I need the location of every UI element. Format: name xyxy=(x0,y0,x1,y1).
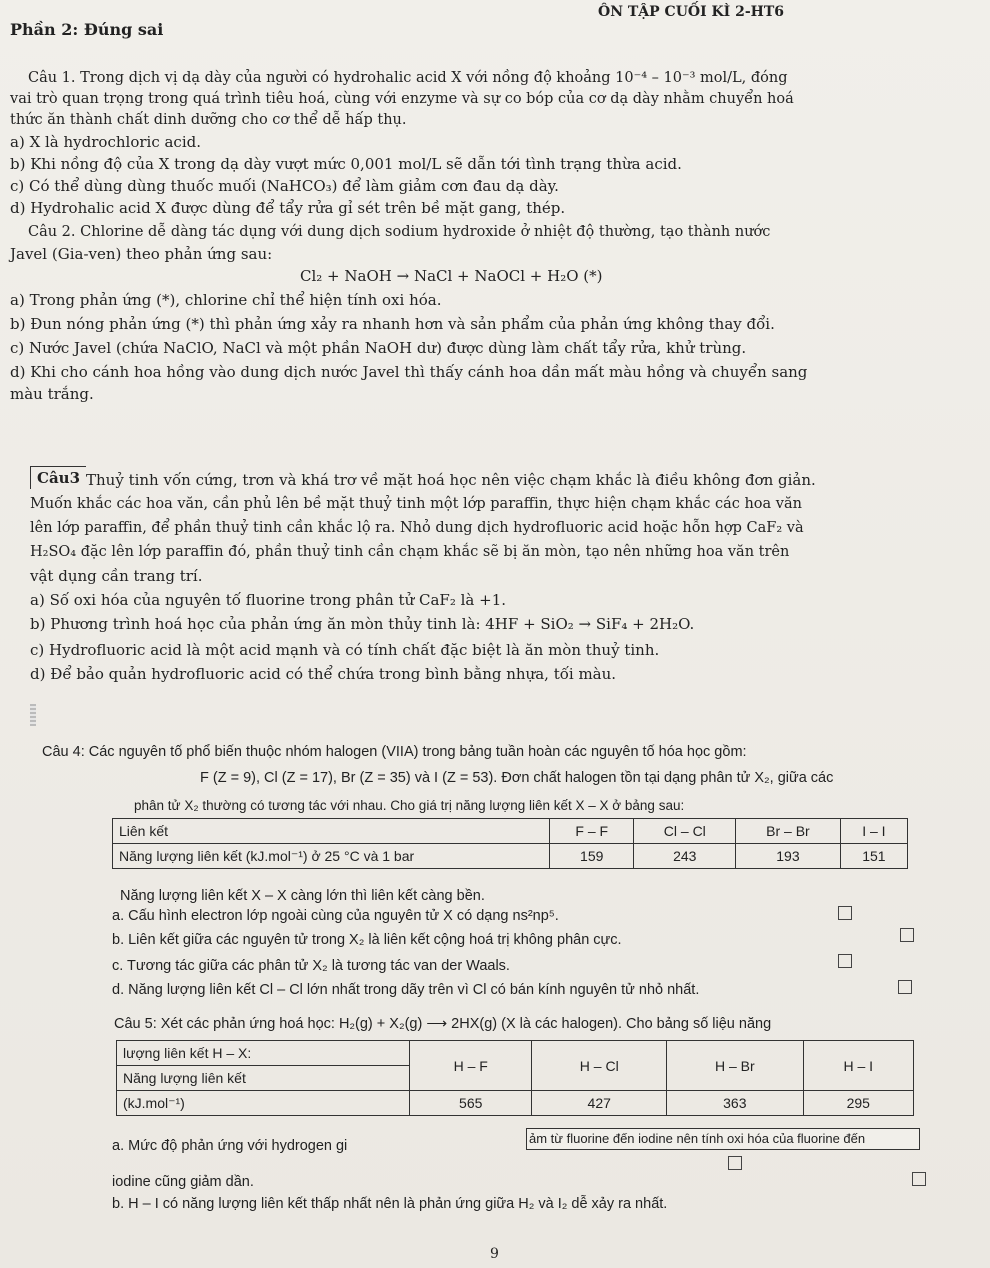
section-title: Phần 2: Đúng sai xyxy=(10,20,164,39)
table-cell: H – Br xyxy=(667,1041,804,1091)
table-cell: H – F xyxy=(410,1041,532,1091)
q2-equation: Cl₂ + NaOH → NaCl + NaOCl + H₂O (*) xyxy=(300,267,603,285)
q4-d-checkbox[interactable] xyxy=(898,980,912,994)
q4-b-checkbox[interactable] xyxy=(900,928,914,942)
q3-option-d: d) Để bảo quản hydrofluoric acid có thể chứa trong bình bằng nhựa, tối màu. xyxy=(30,665,617,683)
q1-option-c: c) Có thể dùng dùng thuốc muối (NaHCO₃) để làm giảm cơn đau dạ dày. xyxy=(10,177,559,195)
q1-option-a: a) X là hydrochloric acid. xyxy=(10,133,201,151)
q2-option-c: c) Nước Javel (chứa NaClO, NaCl và một phần NaOH dư) được dùng làm chất tẩy rửa, khử trùng. xyxy=(10,339,747,357)
q1-option-d: d) Hydrohalic acid X được dùng để tẩy rửa gỉ sét trên bề mặt gang, thép. xyxy=(10,199,566,217)
q4-c-checkbox[interactable] xyxy=(838,954,852,968)
q1-stem-1: Câu 1. Trong dịch vị dạ dày của người có hydrohalic acid X với nồng độ khoảng 10⁻⁴ – 10⁻³ mol/L, đóng xyxy=(28,70,788,86)
q2-option-a: a) Trong phản ứng (*), chlorine chỉ thể hiện tính oxi hóa. xyxy=(10,291,442,309)
table-cell: 427 xyxy=(532,1091,667,1116)
q4-note: Năng lượng liên kết X – X càng lớn thì liên kết càng bền. xyxy=(120,888,485,904)
q2-stem-2: Javel (Gia-ven) theo phản ứng sau: xyxy=(10,245,273,263)
scan-mark xyxy=(30,704,36,726)
q3-label: Câu3 xyxy=(30,466,86,489)
q5-option-a-part1: a. Mức độ phản ứng với hydrogen gi xyxy=(112,1138,348,1154)
table-cell: Năng lượng liên kết xyxy=(117,1066,410,1091)
table-row xyxy=(117,1091,914,1116)
table-cell: lượng liên kết H – X: xyxy=(117,1041,410,1066)
q1-option-b: b) Khi nồng độ của X trong dạ dày vượt mức 0,001 mol/L sẽ dẫn tới tình trạng thừa acid. xyxy=(10,155,682,173)
table-cell: Năng lượng liên kết (kJ.mol⁻¹) ở 25 °C và 1 bar xyxy=(113,844,550,869)
q4-stem-3: phân tử X₂ thường có tương tác với nhau. Cho giá trị năng lượng liên kết X – X ở bảng sau: xyxy=(134,798,685,813)
page-number: 9 xyxy=(490,1246,499,1262)
q1-stem-2: vai trò quan trọng trong quá trình tiêu hoá, cùng với enzyme và sự co bóp của cơ dạ dày nhằm chuyển hoá xyxy=(10,91,794,107)
q2-option-b: b) Đun nóng phản ứng (*) thì phản ứng xảy ra nhanh hơn và sản phẩm của phản ứng không thay đổi. xyxy=(10,315,775,333)
table-cell: Liên kết xyxy=(113,819,550,844)
q4-option-a: a. Cấu hình electron lớp ngoài cùng của nguyên tử X có dạng ns²np⁵. xyxy=(112,908,559,924)
table-row xyxy=(113,844,908,869)
table-cell: (kJ.mol⁻¹) xyxy=(117,1091,410,1116)
q3-option-a: a) Số oxi hóa của nguyên tố fluorine trong phân tử CaF₂ là +1. xyxy=(30,591,507,609)
q5-b-checkbox[interactable] xyxy=(912,1172,926,1186)
q3-stem-3: lên lớp paraffin, để phần thuỷ tinh cần khắc lộ ra. Nhỏ dung dịch hydrofluoric acid hoặc hỗn hợp CaF₂ và xyxy=(30,520,804,536)
table-cell: Cl – Cl xyxy=(634,819,736,844)
q3-stem-5: vật dụng cần trang trí. xyxy=(30,567,203,585)
q5-a-checkbox[interactable] xyxy=(728,1156,742,1170)
table-header-row xyxy=(113,819,908,844)
bond-energy-table-hx xyxy=(116,1040,914,1116)
q4-stem-2: F (Z = 9), Cl (Z = 17), Br (Z = 35) và I (Z = 53). Đơn chất halogen tồn tại dạng phân tử X₂, giữa các xyxy=(200,770,834,786)
q5-option-a-part2: iodine cũng giảm dần. xyxy=(112,1174,254,1190)
q2-option-d-2: màu trắng. xyxy=(10,385,94,403)
q3-stem-4: H₂SO₄ đặc lên lớp paraffin đó, phần thuỷ tinh cần chạm khắc sẽ bị ăn mòn, tạo nên những hoa văn trên xyxy=(30,544,790,560)
table-cell: 151 xyxy=(840,844,907,869)
overlay-text-strip: ảm từ fluorine đến iodine nên tính oxi hóa của fluorine đến xyxy=(526,1128,920,1150)
table-cell: 295 xyxy=(803,1091,913,1116)
table-header-row xyxy=(117,1041,914,1066)
q4-option-b: b. Liên kết giữa các nguyên tử trong X₂ là liên kết cộng hoá trị không phân cực. xyxy=(112,932,622,948)
q3-stem-1: Thuỷ tinh vốn cứng, trơn và khá trơ về mặt hoá học nên việc chạm khắc là điều không đơn giản. xyxy=(86,471,816,489)
table-cell: 193 xyxy=(736,844,841,869)
q3-option-c: c) Hydrofluoric acid là một acid mạnh và có tính chất đặc biệt là ăn mòn thuỷ tinh. xyxy=(30,641,660,659)
q3-stem-2: Muốn khắc các hoa văn, cần phủ lên bề mặt thuỷ tinh một lớp paraffin, thực hiện chạm khắc các hoa văn xyxy=(30,496,802,512)
table-cell: I – I xyxy=(840,819,907,844)
q4-option-d: d. Năng lượng liên kết Cl – Cl lớn nhất trong dãy trên vì Cl có bán kính nguyên tử nhỏ nhất. xyxy=(112,982,700,998)
table-cell: 243 xyxy=(634,844,736,869)
table-cell: Br – Br xyxy=(736,819,841,844)
top-title: ÔN TẬP CUỐI KÌ 2-HT6 xyxy=(598,4,785,20)
table-cell: H – Cl xyxy=(532,1041,667,1091)
q2-stem-1: Câu 2. Chlorine dễ dàng tác dụng với dung dịch sodium hydroxide ở nhiệt độ thường, tạo thành nước xyxy=(28,224,771,240)
table-cell: F – F xyxy=(550,819,634,844)
q5-stem-1: Câu 5: Xét các phản ứng hoá học: H₂(g) + X₂(g) ⟶ 2HX(g) (X là các halogen). Cho bảng số liệu năng xyxy=(114,1016,772,1032)
bond-energy-table-x2 xyxy=(112,818,908,869)
q4-stem-1: Câu 4: Các nguyên tố phổ biến thuộc nhóm halogen (VIIA) trong bảng tuần hoàn các nguyên tố hóa học gồm: xyxy=(42,744,747,760)
table-cell: 565 xyxy=(410,1091,532,1116)
q5-option-b: b. H – I có năng lượng liên kết thấp nhất nên là phản ứng giữa H₂ và I₂ dễ xảy ra nhất. xyxy=(112,1196,668,1212)
table-cell: H – I xyxy=(803,1041,913,1091)
q4-a-checkbox[interactable] xyxy=(838,906,852,920)
q3-option-b: b) Phương trình hoá học của phản ứng ăn mòn thủy tinh là: 4HF + SiO₂ → SiF₄ + 2H₂O. xyxy=(30,615,695,633)
table-cell: 159 xyxy=(550,844,634,869)
q1-stem-3: thức ăn thành chất dinh dưỡng cho cơ thể dễ hấp thụ. xyxy=(10,112,407,128)
q4-option-c: c. Tương tác giữa các phân tử X₂ là tương tác van der Waals. xyxy=(112,958,510,974)
table-cell: 363 xyxy=(667,1091,804,1116)
q2-option-d-1: d) Khi cho cánh hoa hồng vào dung dịch nước Javel thì thấy cánh hoa dần mất màu hồng và chuyển sang xyxy=(10,363,808,381)
